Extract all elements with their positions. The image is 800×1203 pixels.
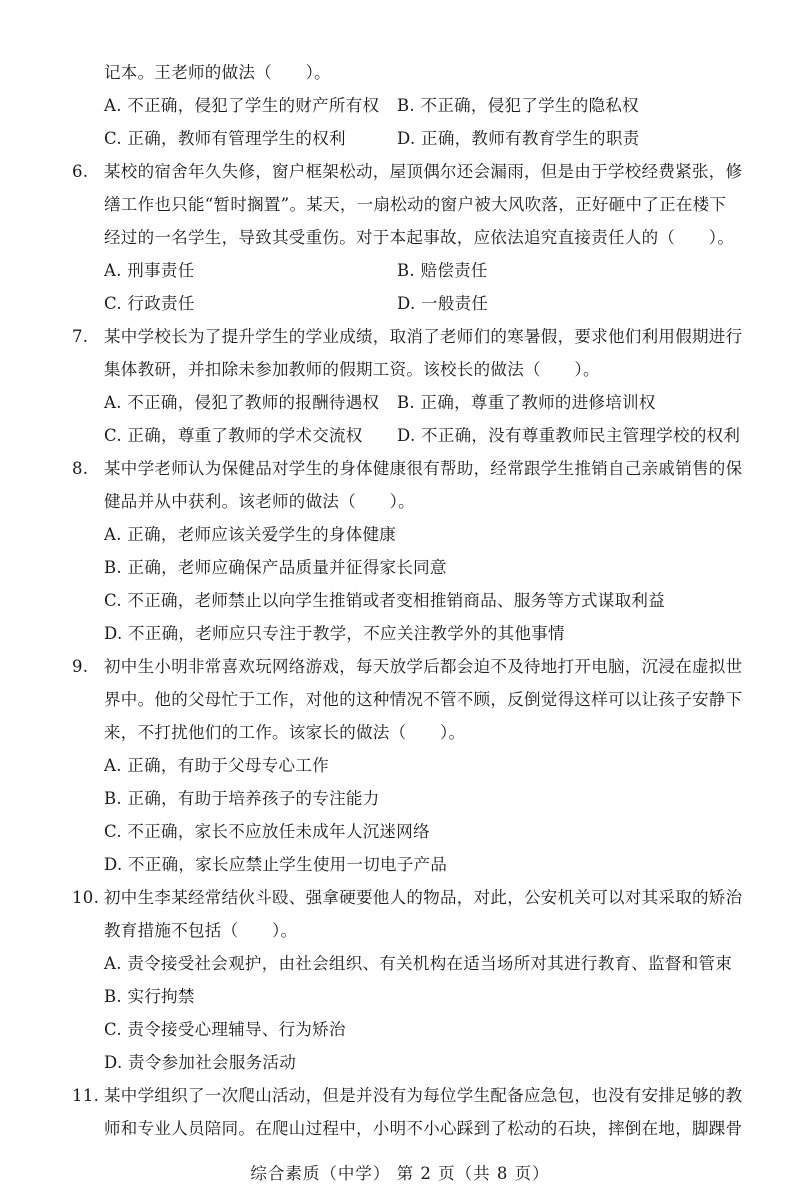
q7-stem-line: 集体教研，并扣除未参加教师的假期工资。该校长的做法（ ）。: [104, 360, 600, 379]
q6-stem-line: 某校的宿舍年久失修，窗户框架松动，屋顶偶尔还会漏雨，但是由于学校经费紧张，修: [104, 162, 743, 181]
q7-option-b: B. 正确，尊重了教师的进修培训权: [397, 393, 656, 412]
q10-option-a: A. 责令接受社会观护，由社会组织、有关机构在适当场所对其进行教育、监督和管束: [104, 954, 733, 973]
q7-option-a: A. 不正确，侵犯了教师的报酬待遇权: [104, 393, 380, 412]
q10-option-d: D. 责令参加社会服务活动: [104, 1053, 297, 1072]
q5-option-b: B. 不正确，侵犯了学生的隐私权: [397, 96, 639, 115]
q10-number: 10.: [72, 888, 100, 907]
q9-stem-line: 界中。他的父母忙于工作，对他的这种情况不管不顾，反倒觉得这样可以让孩子安静下: [104, 690, 743, 709]
q9-option-a: A. 正确，有助于父母专心工作: [104, 756, 329, 775]
q5-option-d: D. 正确，教师有教育学生的职责: [397, 129, 640, 148]
q9-option-c: C. 不正确，家长不应放任未成年人沉迷网络: [104, 822, 430, 841]
q10-stem-line: 初中生李某经常结伙斗殴、强拿硬要他人的物品，对此，公安机关可以对其采取的矫治: [104, 888, 743, 907]
q6-option-d: D. 一般责任: [397, 294, 489, 313]
q5-option-c: C. 正确，教师有管理学生的权利: [104, 129, 346, 148]
q11-number: 11.: [72, 1086, 100, 1105]
q6-option-c: C. 行政责任: [104, 294, 195, 313]
q6-stem-line: 经过的一名学生，导致其受重伤。对于本起事故，应依法追究直接责任人的（ ）。: [104, 228, 735, 247]
q7-option-d: D. 不正确，没有尊重教师民主管理学校的权利: [397, 426, 741, 445]
q6-number: 6.: [72, 162, 89, 181]
q9-number: 9.: [72, 657, 89, 676]
q11-stem-line: 师和专业人员陪同。在爬山过程中，小明不小心踩到了松动的石块，摔倒在地，脚踝骨: [104, 1119, 743, 1138]
q11-stem-line: 某中学组织了一次爬山活动，但是并没有为每位学生配备应急包，也没有安排足够的教: [104, 1086, 743, 1105]
q5-stem-tail: 记本。王老师的做法（ ）。: [104, 63, 331, 82]
q6-option-b: B. 赔偿责任: [397, 261, 488, 280]
q9-stem-line: 初中生小明非常喜欢玩网络游戏，每天放学后都会迫不及待地打开电脑，沉浸在虚拟世: [104, 657, 743, 676]
q6-option-a: A. 刑事责任: [104, 261, 195, 280]
q7-option-c: C. 正确，尊重了教师的学术交流权: [104, 426, 363, 445]
q9-option-d: D. 不正确，家长应禁止学生使用一切电子产品: [104, 855, 448, 874]
q8-stem-line: 健品并从中获利。该老师的做法（ ）。: [104, 492, 415, 511]
q8-option-d: D. 不正确，老师应只专注于教学，不应关注教学外的其他事情: [104, 624, 565, 643]
q8-stem-line: 某中学老师认为保健品对学生的身体健康很有帮助，经常跟学生推销自己亲戚销售的保: [104, 459, 743, 478]
q9-stem-line: 来，不打扰他们的工作。该家长的做法（ ）。: [104, 723, 466, 742]
q5-option-a: A. 不正确，侵犯了学生的财产所有权: [104, 96, 380, 115]
q9-option-b: B. 正确，有助于培养孩子的专注能力: [104, 789, 380, 808]
q8-option-a: A. 正确，老师应该关爱学生的身体健康: [104, 525, 397, 544]
page-footer: 综合素质（中学） 第 2 页（共 8 页）: [250, 1164, 550, 1183]
q8-option-c: C. 不正确，老师禁止以向学生推销或者变相推销商品、服务等方式谋取利益: [104, 591, 666, 610]
q10-stem-line: 教育措施不包括（ ）。: [104, 921, 298, 940]
q10-option-c: C. 责令接受心理辅导、行为矫治: [104, 1020, 346, 1039]
q8-number: 8.: [72, 459, 89, 478]
q7-number: 7.: [72, 327, 89, 346]
q7-stem-line: 某中学校长为了提升学生的学业成绩，取消了老师们的寒暑假，要求他们利用假期进行: [104, 327, 743, 346]
q6-stem-line: 缮工作也只能“暂时搁置”。某天，一扇松动的窗户被大风吹落，正好砸中了正在楼下: [104, 195, 727, 214]
q8-option-b: B. 正确，老师应确保产品质量并征得家长同意: [104, 558, 447, 577]
q10-option-b: B. 实行拘禁: [104, 987, 195, 1006]
